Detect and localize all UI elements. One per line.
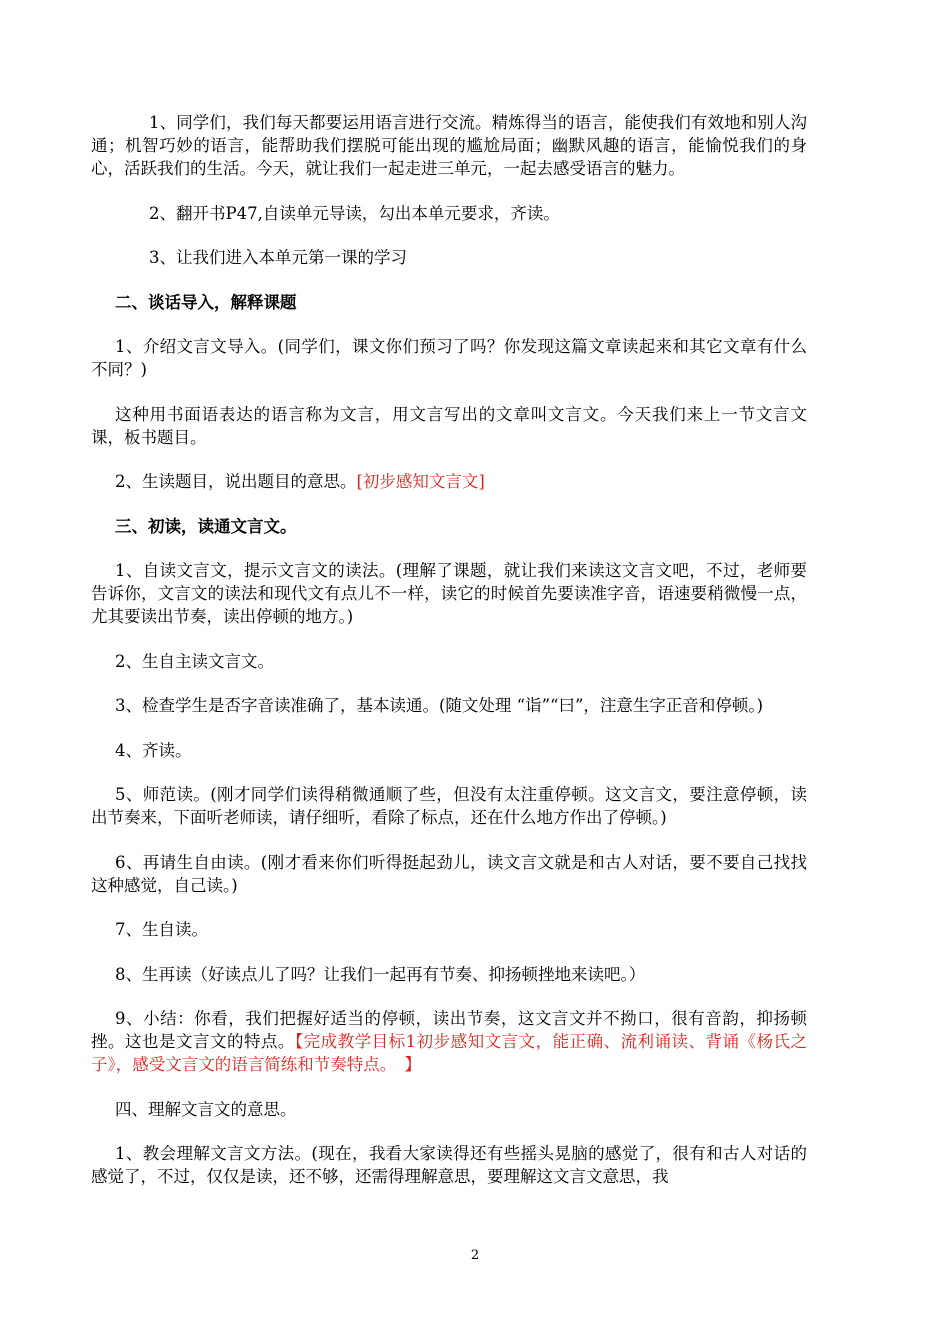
paragraph: 5、师范读。(刚才同学们读得稍微通顺了些，但没有太注重停顿。这文言文，要注意停顿，读出节奏来，下面听老师读，请仔细听，看除了标点，还在什么地方作出了停顿。) <box>91 785 807 827</box>
paragraph: 2、翻开书P47,自读单元导读，勾出本单元要求，齐读。 <box>149 203 560 223</box>
teaching-goal-note: [初步感知文言文] <box>356 472 485 491</box>
paragraph: 这种用书面语表达的语言称为文言，用文言写出的文章叫文言文。今天我们来上一节文言文课，板书题目。 <box>91 404 807 447</box>
paragraph: 6、再请生自由读。(刚才看来你们听得挺起劲儿，读文言文就是和古人对话，要不要自己找找这种感觉，自己读。) <box>91 852 807 895</box>
paragraph: 2、生自主读文言文。 <box>115 651 274 671</box>
page-number: 2 <box>470 1248 480 1263</box>
paragraph-text: 9、小结：你看，我们把握好适当的停顿，读出节奏，这文言文并不拗口，很有音韵，抑扬顿挫。这也是文言文的特点。 <box>91 1009 807 1051</box>
paragraph <box>91 470 807 493</box>
paragraph: 8、生再读（好读点儿了吗？让我们一起再有节奏、抑扬顿挫地来读吧。） <box>115 964 646 984</box>
teaching-goal-note: 【完成教学目标1初步感知文言文，能正确、流利诵读、背诵《杨氏之子》，感受文言文的语言简练和节奏特点。 】 <box>91 1032 808 1074</box>
paragraph: 7、生自读。 <box>115 920 208 939</box>
paragraph: 3、检查学生是否字音读准确了，基本读通。(随文处理 “诣”“曰”，注意生字正音和停顿。) <box>115 696 764 715</box>
paragraph <box>91 1007 807 1076</box>
paragraph: 3、让我们进入本单元第一课的学习 <box>149 248 407 267</box>
paragraph-text: 2、生读题目，说出题目的意思。 <box>115 472 357 491</box>
document-body <box>91 111 807 1210</box>
paragraph: 1、自读文言文，提示文言文的读法。(理解了课题，就让我们来读这文言文吧，不过，老师要告诉你，文言文的读法和现代文有点儿不一样，读它的时候首先要读准字音，语速要稍微慢一点，尤其要读出节奏，读出停顿的地方。) <box>91 561 807 626</box>
paragraph: 1、教会理解文言文方法。(现在，我看大家读得还有些摇头晃脑的感觉了，很有和古人对话的感觉了，不过，仅仅是读，还不够，还需得理解意思，要理解这文言文意思，我 <box>91 1144 807 1186</box>
paragraph: 4、齐读。 <box>115 740 192 760</box>
section-heading: 四、理解文言文的意思。 <box>115 1099 297 1119</box>
paragraph: 1、介绍文言文导入。(同学们，课文你们预习了吗？你发现这篇文章读起来和其它文章有什么不同？) <box>91 337 807 379</box>
section-heading: 三、初读，读通文言文。 <box>115 516 297 536</box>
section-heading: 二、谈话导入，解释课题 <box>115 292 297 312</box>
paragraph: 1、同学们，我们每天都要运用语言进行交流。精炼得当的语言，能使我们有效地和别人沟通；机智巧妙的语言，能帮助我们摆脱可能出现的尴尬局面；幽默风趣的语言，能愉悦我们的身心，活跃我们的生活。今天，就让我们一起走进三单元，一起去感受语言的魅力。 <box>91 113 807 178</box>
